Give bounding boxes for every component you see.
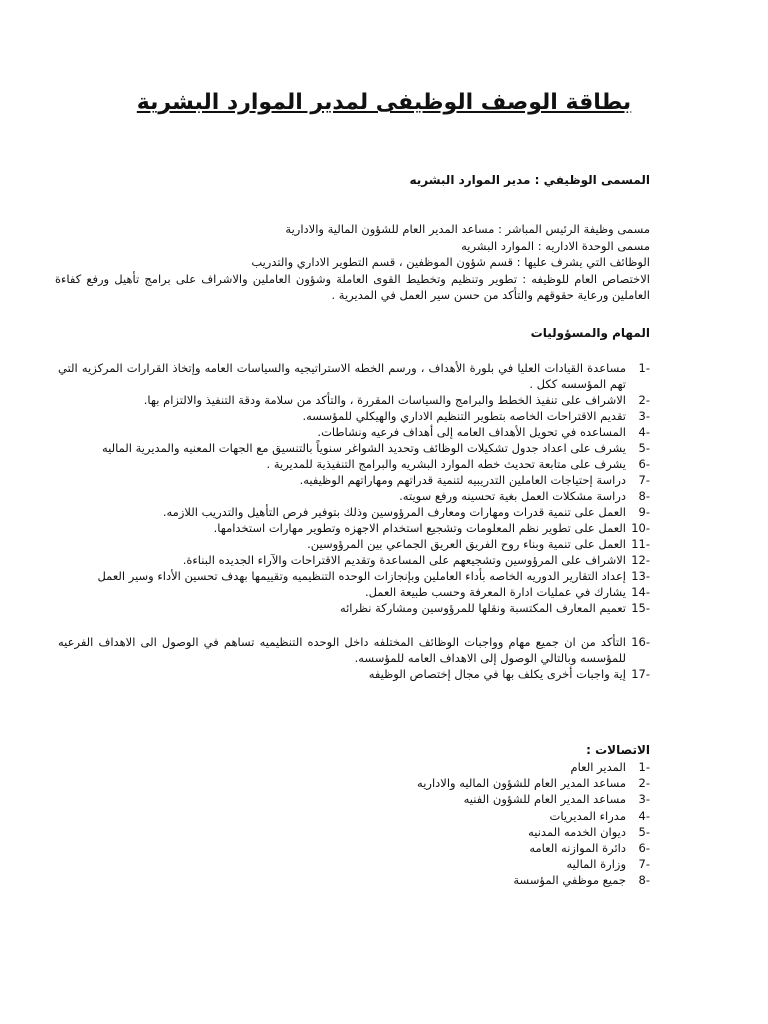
item-number: -8 bbox=[638, 489, 650, 503]
item-text: تعميم المعارف المكتسبة ونقلها للمرؤوسين ومشاركة نظرائه bbox=[339, 601, 626, 615]
item-number: -2 bbox=[638, 393, 650, 407]
item-number: -17 bbox=[631, 667, 650, 681]
list-item bbox=[58, 488, 650, 504]
job-meta bbox=[55, 221, 650, 304]
list-item bbox=[350, 808, 650, 824]
item-text: مساعد المدير العام للشؤون الفنيه bbox=[463, 792, 626, 807]
item-number: -4 bbox=[638, 808, 650, 823]
list-item bbox=[58, 584, 650, 600]
admin-unit-line: مسمى الوحدة الاداريه : الموارد البشريه bbox=[461, 238, 650, 253]
item-text: إعداد التقارير الدوريه الخاصه بأداء العاملين وبإنجازات الوحده التنظيميه وتقييمها بهدف تحسين الأداء وسير العمل bbox=[97, 569, 626, 583]
list-item bbox=[58, 520, 650, 536]
item-number: -15 bbox=[631, 601, 650, 615]
item-text: مساعد المدير العام للشؤون الماليه والاداريه bbox=[417, 776, 626, 791]
list-item bbox=[58, 440, 650, 456]
item-text: دراسة إحتياجات العاملين التدريبيه لتنمية قدراتهم ومهاراتهم الوظيفيه. bbox=[299, 473, 626, 487]
supervised-jobs-line: الوظائف التي يشرف عليها : قسم شؤون الموظفين ، قسم التطوير الاداري والتدريب bbox=[251, 255, 650, 269]
item-number: -16 bbox=[631, 635, 650, 649]
list-item bbox=[58, 536, 650, 552]
item-text: الاشراف على المرؤوسين وتشجيعهم على المساعدة وتقديم الاقتراحات والآراء الجديده البناءة. bbox=[182, 553, 626, 567]
list-item bbox=[58, 600, 650, 616]
item-number: -6 bbox=[638, 841, 650, 856]
direct-supervisor-line: مسمى وظيفة الرئيس المباشر : مساعد المدير العام للشؤون المالية والادارية bbox=[285, 222, 650, 236]
item-number: -2 bbox=[638, 776, 650, 791]
contacts-heading: الاتصالات : bbox=[586, 743, 650, 757]
item-number: -8 bbox=[638, 873, 650, 888]
item-number: -5 bbox=[638, 441, 650, 455]
item-text: مساعدة القيادات العليا في بلورة الأهداف ، ورسم الخطه الاستراتيجيه والسياسات العامه وإتخاذ القرارات المركزيه التي تهم المؤسسه ككل . bbox=[58, 361, 626, 391]
item-number: -11 bbox=[631, 537, 650, 551]
list-item bbox=[58, 552, 650, 568]
contacts-list bbox=[350, 759, 650, 889]
item-text: إية واجبات أخرى يكلف بها في مجال إختصاص الوظيفه bbox=[368, 667, 626, 681]
item-text: مدراء المديريات bbox=[549, 808, 626, 823]
list-item bbox=[350, 872, 650, 888]
item-number: -3 bbox=[638, 409, 650, 423]
item-text: يشرف على اعداد جدول تشكيلات الوظائف وتحديد الشواغر سنوياً بالتنسيق مع الجهات المعنيه والمديرية الماليه bbox=[102, 441, 626, 455]
item-number: -4 bbox=[638, 425, 650, 439]
item-number: -5 bbox=[638, 824, 650, 839]
item-text: العمل على تنمية وبناء روح الفريق العريق الجماعي بين المرؤوسين. bbox=[307, 537, 626, 551]
item-text: التأكد من ان جميع مهام وواجبات الوظائف المختلفه داخل الوحده التنظيميه تساهم في الوصول الى الاهداف الفرعيه للمؤسسه وبالتالي الوصول إلى الاهداف العامه للمؤسسه. bbox=[58, 635, 626, 665]
item-number: -12 bbox=[631, 553, 650, 567]
list-item bbox=[58, 472, 650, 488]
item-number: -7 bbox=[638, 857, 650, 872]
item-number: -1 bbox=[638, 361, 650, 375]
item-number: -13 bbox=[631, 569, 650, 583]
list-item bbox=[58, 408, 650, 424]
list-item bbox=[58, 424, 650, 440]
list-item bbox=[58, 634, 650, 666]
item-text: العمل على تطوير نظم المعلومات وتشجيع استخدام الاجهزه وتطوير مهارات استخدامها. bbox=[213, 521, 626, 535]
list-item bbox=[58, 456, 650, 472]
list-item bbox=[350, 775, 650, 791]
item-text: وزارة الماليه bbox=[566, 857, 626, 872]
list-item bbox=[350, 840, 650, 856]
tasks-list bbox=[58, 360, 650, 682]
list-item bbox=[58, 568, 650, 584]
tasks-heading: المهام والمسؤوليات bbox=[530, 326, 650, 340]
list-item bbox=[350, 824, 650, 840]
item-text: العمل على تنمية قدرات ومهارات ومعارف المرؤوسين وذلك بتوفير فرص التأهيل والتدريب اللازمه. bbox=[162, 505, 626, 519]
item-text: دراسة مشكلات العمل بغية تحسينه ورفع سويته. bbox=[399, 489, 626, 503]
list-item bbox=[350, 759, 650, 775]
item-number: -1 bbox=[638, 760, 650, 774]
item-text: جميع موظفي المؤسسة bbox=[513, 873, 626, 888]
item-number: -9 bbox=[638, 505, 650, 519]
item-number: -6 bbox=[638, 457, 650, 471]
item-number: -3 bbox=[638, 792, 650, 807]
document-title: بطاقة الوصف الوظيفى لمدير الموارد البشرية bbox=[136, 90, 632, 115]
list-item bbox=[350, 791, 650, 807]
list-item bbox=[58, 666, 650, 682]
list-item bbox=[58, 360, 650, 392]
item-text: المدير العام bbox=[570, 760, 626, 774]
item-text: الاشراف على تنفيذ الخطط والبرامج والسياسات المقررة ، والتأكد من سلامة ودقة التنفيذ والالتزام بها. bbox=[143, 393, 626, 407]
list-item bbox=[58, 504, 650, 520]
item-number: -10 bbox=[631, 521, 650, 535]
item-text: ديوان الخدمه المدنيه bbox=[528, 824, 626, 839]
item-number: -14 bbox=[631, 585, 650, 599]
job-title: المسمى الوظيفي : مدير الموارد البشريه bbox=[409, 173, 650, 187]
item-text: دائرة الموازنه العامه bbox=[529, 841, 626, 856]
item-text: يشارك في عمليات ادارة المعرفة وحسب طبيعة العمل. bbox=[364, 585, 626, 599]
list-item bbox=[350, 856, 650, 872]
item-text: يشرف على متابعة تحديث خطه الموارد البشريه والبرامج التنفيذية للمديرية . bbox=[266, 457, 626, 471]
item-number: -7 bbox=[638, 473, 650, 487]
general-specialty-paragraph: الاختصاص العام للوظيفه : تطوير وتنظيم وتخطيط القوى العاملة وشؤون العاملين والاشراف على برامج تأهيل ورفع كفاءة العاملين ورعاية حقوقهم والتأكد من حسن سير العمل في المديرية . bbox=[55, 271, 650, 302]
list-item bbox=[58, 392, 650, 408]
item-text: تقديم الاقتراحات الخاصه بتطوير التنظيم الاداري والهيكلي للمؤسسه. bbox=[302, 409, 626, 423]
item-text: المساعده في تحويل الأهداف العامه إلى أهداف فرعيه ونشاطات. bbox=[317, 425, 626, 439]
